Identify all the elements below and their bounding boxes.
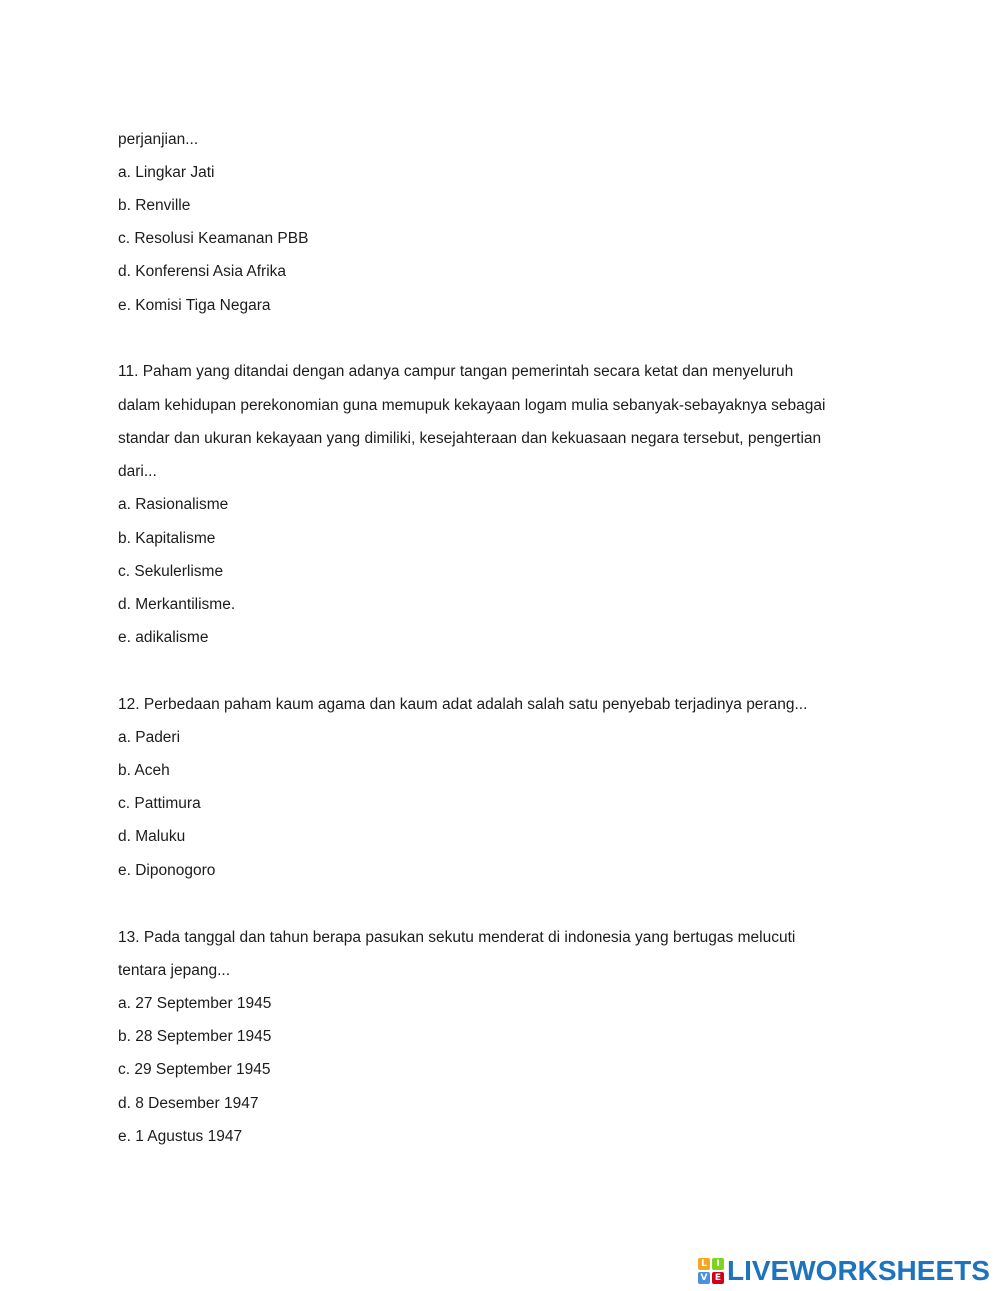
question-11-line-1: 11. Paham yang ditandai dengan adanya campur tangan pemerintah secara ketat dan menyeluruh <box>118 363 794 380</box>
q10-option-e: e. Komisi Tiga Negara <box>118 297 271 314</box>
logo-tile: E <box>712 1272 724 1284</box>
q10-option-b: b. Renville <box>118 197 191 214</box>
q11-option-e: e. adikalisme <box>118 629 209 646</box>
q11-option-c: c. Sekulerlisme <box>118 563 224 580</box>
q12-option-d: d. Maluku <box>118 828 186 845</box>
liveworksheets-logo-icon <box>698 1258 724 1284</box>
question-12: 12. Perbedaan paham kaum agama dan kaum adat adalah salah satu penyebab terjadinya perang... <box>118 696 808 713</box>
q12-option-a: a. Paderi <box>118 729 181 746</box>
q12-option-b: b. Aceh <box>118 762 170 779</box>
question-11-line-4: dari... <box>118 463 157 480</box>
q10-option-a: a. Lingkar Jati <box>118 164 215 181</box>
q13-option-c: c. 29 September 1945 <box>118 1061 271 1078</box>
q13-option-d: d. 8 Desember 1947 <box>118 1095 259 1112</box>
logo-tile: L <box>698 1258 710 1270</box>
q10-option-d: d. Konferensi Asia Afrika <box>118 263 287 280</box>
q13-option-b: b. 28 September 1945 <box>118 1028 272 1045</box>
q12-option-c: c. Pattimura <box>118 795 201 812</box>
question-13-line-1: 13. Pada tanggal dan tahun berapa pasukan sekutu menderat di indonesia yang bertugas melucuti <box>118 929 796 946</box>
question-10-stem-end: perjanjian... <box>118 131 199 148</box>
question-11-line-3: standar dan ukuran kekayaan yang dimiliki, kesejahteraan dan kekuasaan negara tersebut, pengertian <box>118 430 822 447</box>
liveworksheets-brand <box>698 1256 990 1286</box>
q11-option-d: d. Merkantilisme. <box>118 596 236 613</box>
question-13-line-2: tentara jepang... <box>118 962 231 979</box>
q13-option-a: a. 27 September 1945 <box>118 995 272 1012</box>
logo-tile: I <box>712 1258 724 1270</box>
logo-tile: V <box>698 1272 710 1284</box>
q13-option-e: e. 1 Agustus 1947 <box>118 1128 243 1145</box>
brand-name: LIVEWORKSHEETS <box>727 1255 990 1286</box>
q10-option-c: c. Resolusi Keamanan PBB <box>118 230 309 247</box>
question-11-line-2: dalam kehidupan perekonomian guna memupuk kekayaan logam mulia sebanyak-sebayaknya sebagai <box>118 397 826 414</box>
q12-option-e: e. Diponogoro <box>118 862 216 879</box>
q11-option-b: b. Kapitalisme <box>118 530 216 547</box>
q11-option-a: a. Rasionalisme <box>118 496 229 513</box>
